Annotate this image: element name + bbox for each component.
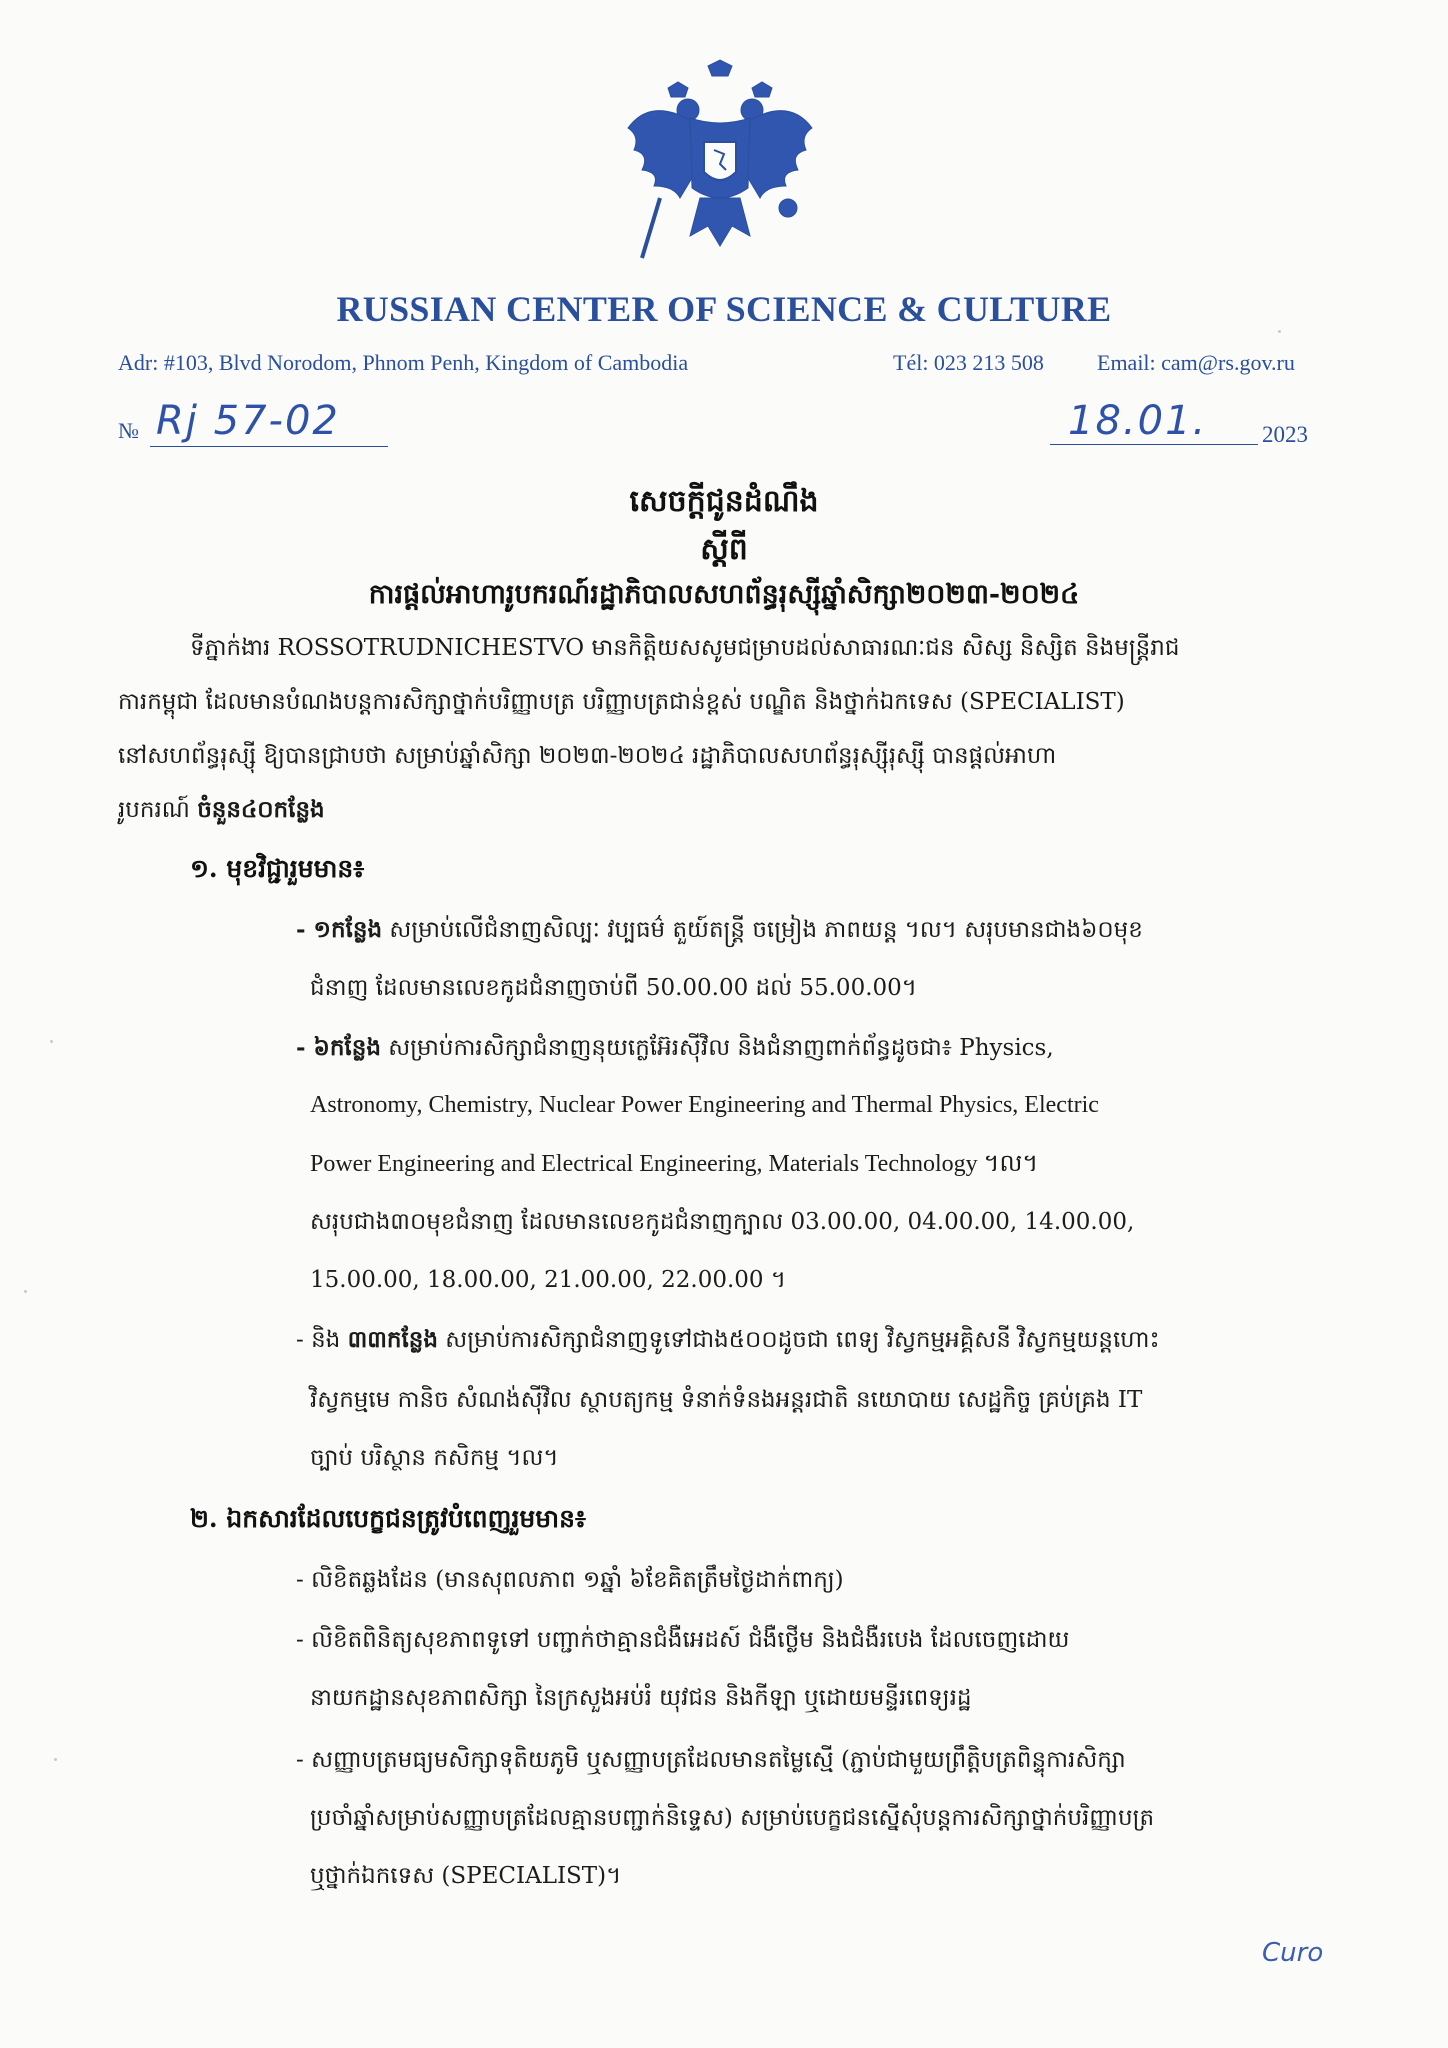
list-item bbox=[296, 1034, 1054, 1067]
notice-subject: ការផ្តល់អាហារូបករណ៍រដ្ឋាភិបាលសហព័ន្ធរុស្ស៊ីឆ្នាំសិក្សា២០២៣-២០២៤ bbox=[368, 579, 1080, 610]
document-date bbox=[1050, 398, 1320, 458]
date-year: 2023 bbox=[1262, 422, 1308, 447]
list-item-continued: Astronomy, Chemistry, Nuclear Power Engineering and Thermal Physics, Electric bbox=[310, 1092, 1099, 1118]
list-item-continued: ប្រចាំឆ្នាំសម្រាប់សញ្ញាបត្រដែលគ្មានបញ្ជាក់និទ្ទេស) សម្រាប់បេក្ខជនស្នើសុំបន្តការសិក្សាថ្នាក់បរិញ្ញាបត្រ bbox=[310, 1805, 1155, 1831]
section-heading: ១. មុខវិជ្ជារួមមាន៖ bbox=[190, 854, 365, 883]
list-item-continued: ច្បាប់ បរិស្ថាន កសិកម្ម ។ល។ bbox=[310, 1445, 559, 1471]
list-item-continued: 15.00.00, 18.00.00, 21.00.00, 22.00.00 ។ bbox=[310, 1267, 787, 1293]
item-text: សម្រាប់លើជំនាញសិល្បៈ វប្បធម៌ តួយ៍តន្ត្រី ចម្រៀង ភាពយន្ត ។ល។ សរុបមានជាង៦០មុខ bbox=[382, 917, 1143, 943]
double-headed-eagle-icon bbox=[620, 58, 820, 268]
scan-speck bbox=[24, 1290, 27, 1293]
section-heading: ២. ឯកសារដែលបេក្ខជនត្រូវបំពេញរួមមាន៖ bbox=[190, 1504, 586, 1533]
item-prefix: - និង bbox=[296, 1327, 348, 1353]
ref-number-handwritten: Rj 57-02 bbox=[156, 398, 340, 444]
scan-speck bbox=[50, 1040, 53, 1043]
list-item-continued: ឬថ្នាក់ឯកទេស (SPECIALIST)។ bbox=[310, 1863, 622, 1889]
list-item bbox=[296, 1326, 1160, 1359]
intro-line: ទីភ្នាក់ងារ ROSSOTRUDNICHESTVO មានកិត្តិយសសូមជម្រាបដល់សាធារណៈជន សិស្ស និស្សិត និងមន្ត្រីរាជ bbox=[190, 635, 1180, 661]
item-count: - ១កន្លែង bbox=[296, 916, 383, 943]
item-count: - ៦កន្លែង bbox=[296, 1034, 381, 1061]
reference-number bbox=[118, 400, 378, 460]
scan-speck bbox=[54, 1758, 57, 1761]
notice-about: ស្តីពី bbox=[700, 532, 748, 567]
ref-underline bbox=[150, 446, 388, 447]
item-text: សម្រាប់ការសិក្សាជំនាញទូទៅជាង៥០០ដូចជា ពេទ្យ វិស្វកម្មអគ្គិសនី វិស្វកម្មយន្តហោះ bbox=[438, 1327, 1160, 1353]
intro-text: រូបករណ៍ bbox=[118, 797, 198, 823]
email: Email: cam@rs.gov.ru bbox=[1097, 350, 1295, 375]
list-item-continued: Power Engineering and Electrical Engineering, Materials Technology ។ល។ bbox=[310, 1151, 1039, 1177]
phone: Tél: 023 213 508 bbox=[893, 350, 1044, 375]
address: Adr: #103, Blvd Norodom, Phnom Penh, Kingdom of Cambodia bbox=[118, 350, 689, 375]
list-item: - លិខិតពិនិត្យសុខភាពទូទៅ បញ្ជាក់ថាគ្មានជំងឺអេដស៍ ជំងឺថ្លើម និងជំងឺរបេង ដែលចេញដោយ bbox=[296, 1627, 1070, 1653]
intro-count: ចំនួន៤០កន្លែង bbox=[197, 796, 325, 823]
intro-line: ការកម្ពុជា ដែលមានបំណងបន្តការសិក្សាថ្នាក់បរិញ្ញាបត្រ បរិញ្ញាបត្រជាន់ខ្ពស់ បណ្ឌិត និងថ្នាក់ឯកទេស (SPECIALIST) bbox=[118, 689, 1125, 715]
item-text: សម្រាប់ការសិក្សាជំនាញនុយក្លេអ៊ែរស៊ីវិល និងជំនាញពាក់ព័ន្ធដូចជា៖ Physics, bbox=[380, 1035, 1054, 1061]
scan-speck bbox=[1278, 330, 1281, 333]
intro-line: នៅសហព័ន្ធរុស្ស៊ី ឱ្យបានជ្រាបថា សម្រាប់ឆ្នាំសិក្សា ២០២៣-២០២៤ រដ្ឋាភិបាលសហព័ន្ធរុស្ស៊ីរុស្ស៊ី បានផ្តល់អាហា bbox=[118, 743, 1057, 769]
notice-title: សេចក្តីជូនដំណឹង bbox=[629, 484, 819, 519]
item-count: ៣៣កន្លែង bbox=[347, 1326, 438, 1353]
ref-prefix: № bbox=[118, 418, 139, 443]
list-item: - លិខិតឆ្លងដែន (មានសុពលភាព ១ឆ្នាំ ៦ខែគិតត្រឹមថ្ងៃដាក់ពាក្យ) bbox=[296, 1567, 844, 1593]
list-item-continued: ជំនាញ ដែលមានលេខកូដជំនាញចាប់ពី 50.00.00 ដល់ 55.00.00។ bbox=[310, 975, 917, 1001]
date-underline bbox=[1050, 444, 1258, 445]
signature-initials: Curo bbox=[1262, 1938, 1324, 1968]
list-item: - សញ្ញាបត្រមធ្យមសិក្សាទុតិយភូមិ ឬសញ្ញាបត្រដែលមានតម្លៃស្មើ (ភ្ជាប់ជាមួយព្រឹត្តិបត្រពិន្ទុការសិក្សា bbox=[296, 1747, 1126, 1773]
list-item-continued: នាយកដ្ឋានសុខភាពសិក្សា នៃក្រសួងអប់រំ យុវជន និងកីឡា ឬដោយមន្ទីរពេទ្យរដ្ឋ bbox=[310, 1685, 972, 1711]
list-item-continued: វិស្វកម្មមេ កានិច សំណង់ស៊ីវិល ស្ថាបត្យកម្ម ទំនាក់ទំនងអន្តរជាតិ នយោបាយ សេដ្ឋកិច្ច គ្រប់គ្រង IT bbox=[310, 1387, 1143, 1413]
organization-name: RUSSIAN CENTER OF SCIENCE & CULTURE bbox=[336, 289, 1112, 329]
list-item bbox=[296, 916, 1143, 949]
list-item-continued: សរុបជាង៣០មុខជំនាញ ដែលមានលេខកូដជំនាញក្បាល 03.00.00, 04.00.00, 14.00.00, bbox=[310, 1209, 1135, 1235]
date-handwritten: 18.01. bbox=[1068, 398, 1208, 444]
intro-line bbox=[118, 796, 325, 829]
